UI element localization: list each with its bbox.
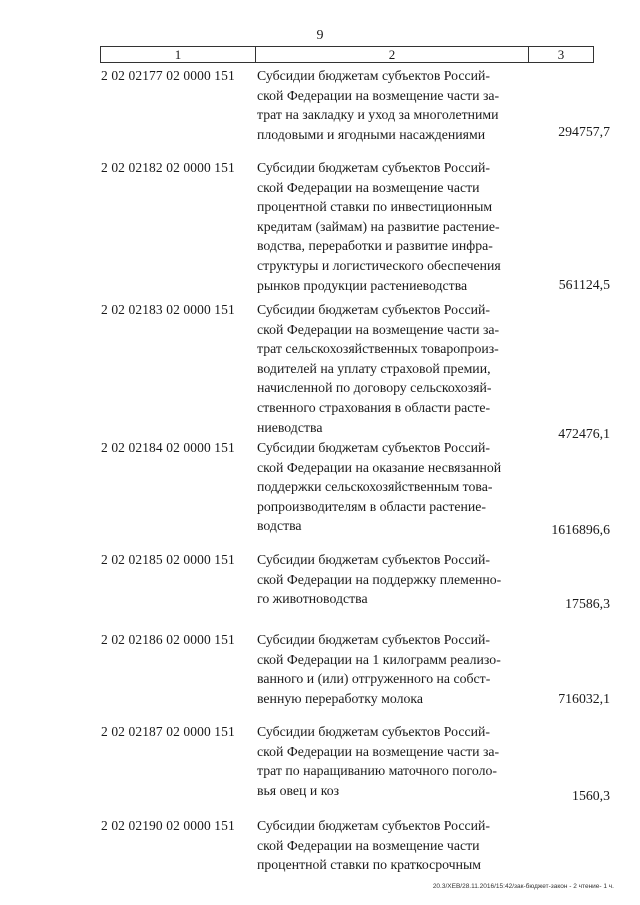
row-amount: 716032,1 — [558, 691, 610, 706]
row-code: 2 02 02190 02 0000 151 — [101, 818, 235, 833]
row-code: 2 02 02184 02 0000 151 — [101, 440, 235, 455]
row-code: 2 02 02187 02 0000 151 — [101, 724, 235, 739]
description-line: начисленной по договору сельскохозяй- — [257, 380, 492, 396]
description-line: ственного страхования в области расте- — [257, 399, 491, 415]
row-amount: 472476,1 — [558, 426, 610, 441]
row-description — [257, 816, 531, 875]
column-header-row — [100, 46, 594, 63]
description-line: ской Федерации на поддержку племенно- — [257, 571, 502, 587]
description-line: водителей на уплату страховой премии, — [257, 360, 491, 376]
description-line: ской Федерации на оказание несвязанной — [257, 459, 502, 475]
description-line: ской Федерации на 1 килограмм реализо- — [257, 651, 501, 667]
description-line: Субсидии бюджетам субъектов Россий- — [257, 724, 490, 739]
budget-table-body — [0, 66, 640, 876]
footer-document-stamp: 20.3/ХЕВ/28.11.2016/15:42/зак-бюджет-закон - 2 чтение- 1 ч. — [432, 883, 614, 890]
row-amount: 1560,3 — [572, 788, 610, 803]
table-row — [0, 630, 640, 722]
description-line: ропроизводителям в области растение- — [257, 498, 487, 514]
description-line: ской Федерации на возмещение части за- — [257, 743, 500, 759]
row-description — [257, 66, 531, 144]
description-line: ванного и (или) отгруженного на собст- — [257, 671, 491, 687]
description-line: трат по наращиванию маточного поголо- — [257, 763, 497, 779]
column-header-1: 1 — [101, 47, 256, 62]
description-line: ниеводства — [257, 419, 323, 435]
row-code: 2 02 02182 02 0000 151 — [101, 160, 235, 175]
description-line: рынков продукции растениеводства — [257, 277, 468, 293]
row-description — [257, 550, 531, 609]
row-amount: 294757,7 — [558, 124, 610, 139]
row-code: 2 02 02186 02 0000 151 — [101, 632, 235, 647]
description-line: трат на закладку и уход за многолетними — [257, 107, 499, 123]
table-row — [0, 816, 640, 876]
description-line: водства — [257, 518, 302, 534]
description-line: венную переработку молока — [257, 690, 424, 706]
row-amount: 1616896,6 — [551, 522, 610, 537]
description-line: Субсидии бюджетам субъектов Россий- — [257, 818, 490, 833]
table-row — [0, 300, 640, 441]
description-line: процентной ставки по инвестиционным — [257, 199, 493, 215]
row-description — [257, 722, 531, 800]
description-line: го животноводства — [257, 591, 368, 607]
row-code: 2 02 02183 02 0000 151 — [101, 302, 235, 317]
description-line: ской Федерации на возмещение части — [257, 179, 480, 195]
description-line: водства, переработки и развитие инфра- — [257, 238, 493, 254]
table-row — [0, 722, 640, 816]
description-line: процентной ставки по краткосрочным — [257, 857, 481, 873]
column-header-3: 3 — [557, 47, 565, 62]
description-line: Субсидии бюджетам субъектов Россий- — [257, 632, 490, 647]
description-line: ской Федерации на возмещение части — [257, 837, 480, 853]
table-row — [0, 438, 640, 550]
table-row — [0, 158, 640, 300]
row-code: 2 02 02185 02 0000 151 — [101, 552, 235, 567]
column-header-2: 2 — [256, 47, 529, 62]
row-description — [257, 630, 531, 708]
description-line: Субсидии бюджетам субъектов Россий- — [257, 302, 490, 317]
description-line: вья овец и коз — [257, 782, 340, 798]
description-line: поддержки сельскохозяйственным това- — [257, 479, 493, 495]
description-line: ской Федерации на возмещение части за- — [257, 321, 500, 337]
description-line: ской Федерации на возмещение части за- — [257, 87, 500, 103]
page-number: 9 — [316, 28, 324, 43]
description-line: Субсидии бюджетам субъектов Россий- — [257, 160, 490, 175]
description-line: плодовыми и ягодными насаждениями — [257, 126, 486, 142]
description-line: кредитам (займам) на развитие растение- — [257, 218, 500, 234]
description-line: Субсидии бюджетам субъектов Россий- — [257, 552, 490, 567]
row-description — [257, 158, 531, 295]
description-line: Субсидии бюджетам субъектов Россий- — [257, 68, 490, 83]
row-amount: 561124,5 — [558, 277, 610, 292]
row-amount: 17586,3 — [565, 596, 610, 611]
description-line: структуры и логистического обеспечения — [257, 257, 501, 273]
table-row — [0, 550, 640, 630]
row-code: 2 02 02177 02 0000 151 — [101, 68, 235, 83]
description-line: трат сельскохозяйственных товаропроиз- — [257, 341, 499, 357]
row-description — [257, 438, 531, 536]
table-row — [0, 66, 640, 158]
description-line: Субсидии бюджетам субъектов Россий- — [257, 440, 490, 455]
row-description — [257, 300, 531, 437]
